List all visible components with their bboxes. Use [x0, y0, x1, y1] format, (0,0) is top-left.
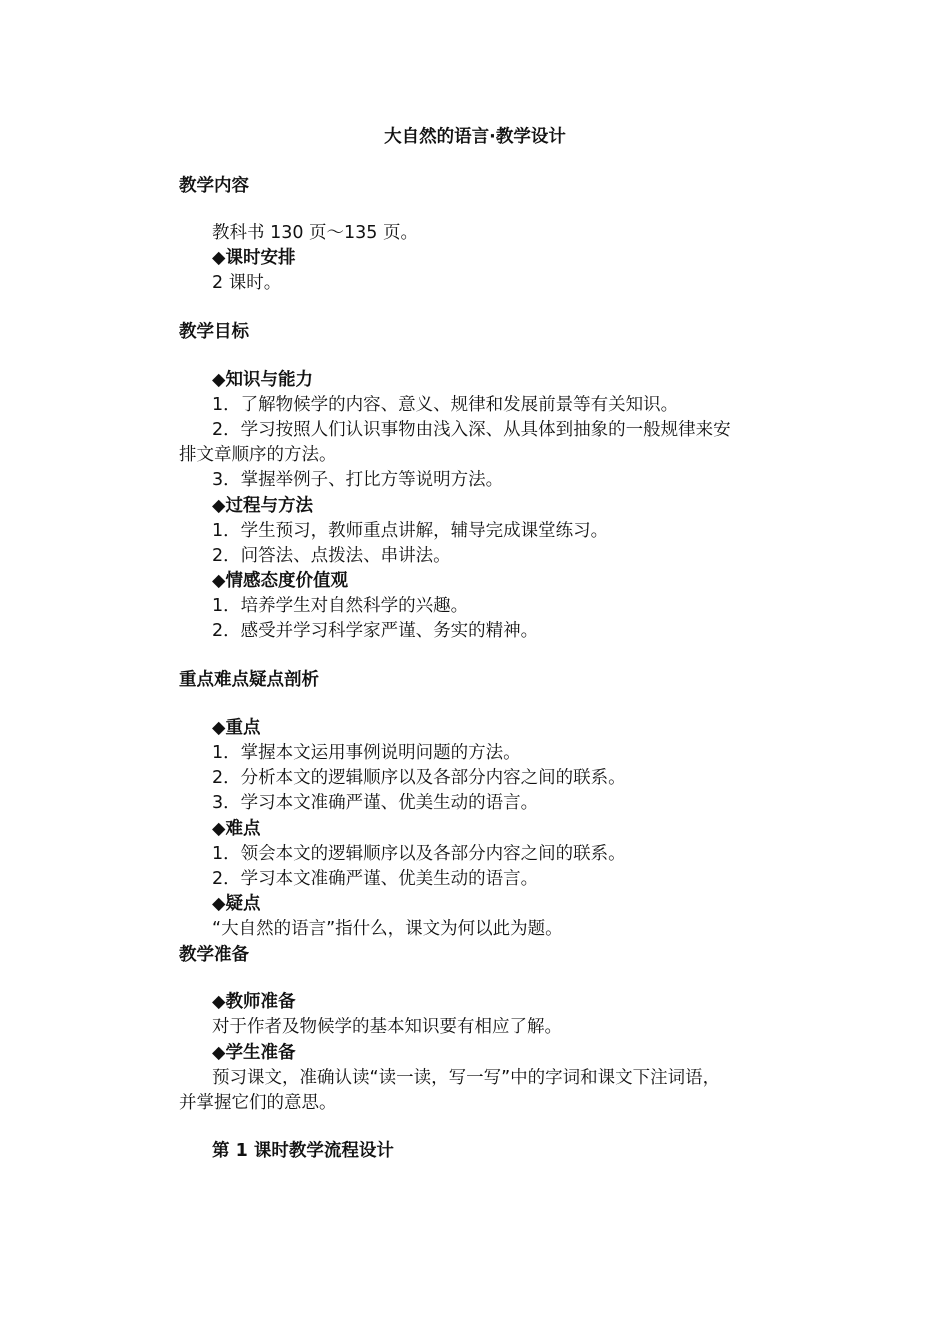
process-heading: ◆过程与方法	[212, 496, 313, 516]
list-item: 2．问答法、点拨法、串讲法。	[212, 546, 451, 566]
list-item: 1．学生预习，教师重点讲解，辅导完成课堂练习。	[212, 521, 609, 541]
knowledge-heading: ◆知识与能力	[212, 370, 313, 390]
lesson1-heading: 第 1 课时教学流程设计	[212, 1141, 394, 1161]
list-item: 1．了解物候学的内容、意义、规律和发展前景等有关知识。	[212, 395, 679, 415]
document-title: 大自然的语言·教学设计	[384, 127, 566, 147]
list-item: 2．学习本文准确严谨、优美生动的语言。	[212, 869, 539, 889]
doubt-heading: ◆疑点	[212, 894, 261, 914]
student-prep-text: 预习课文，准确认读“读一读，写一写”中的字词和课文下注词语，	[212, 1068, 721, 1088]
section-heading-analysis: 重点难点疑点剖析	[179, 670, 319, 690]
schedule-heading: ◆课时安排	[212, 248, 296, 268]
student-prep-text-continuation: 并掌握它们的意思。	[179, 1093, 337, 1113]
student-prep-heading: ◆学生准备	[212, 1043, 296, 1063]
teacher-prep-heading: ◆教师准备	[212, 992, 296, 1012]
difficult-heading: ◆难点	[212, 819, 261, 839]
list-item-continuation: 排文章顺序的方法。	[179, 445, 337, 465]
schedule-text: 2 课时。	[212, 273, 282, 293]
list-item: 1．领会本文的逻辑顺序以及各部分内容之间的联系。	[212, 844, 626, 864]
section-heading-content: 教学内容	[179, 176, 249, 196]
doubt-text: “大自然的语言”指什么，课文为何以此为题。	[212, 919, 563, 939]
emotion-heading: ◆情感态度价值观	[212, 571, 348, 591]
content-text: 教科书 130 页～135 页。	[212, 223, 418, 243]
list-item: 1．掌握本文运用事例说明问题的方法。	[212, 743, 521, 763]
section-heading-prep: 教学准备	[179, 945, 249, 965]
teacher-prep-text: 对于作者及物候学的基本知识要有相应了解。	[212, 1017, 562, 1037]
section-heading-goals: 教学目标	[179, 322, 249, 342]
key-heading: ◆重点	[212, 718, 261, 738]
list-item: 3．学习本文准确严谨、优美生动的语言。	[212, 793, 539, 813]
list-item: 1．培养学生对自然科学的兴趣。	[212, 596, 469, 616]
list-item: 2．学习按照人们认识事物由浅入深、从具体到抽象的一般规律来安	[212, 420, 731, 440]
list-item: 2．分析本文的逻辑顺序以及各部分内容之间的联系。	[212, 768, 626, 788]
list-item: 3．掌握举例子、打比方等说明方法。	[212, 470, 504, 490]
list-item: 2．感受并学习科学家严谨、务实的精神。	[212, 621, 539, 641]
